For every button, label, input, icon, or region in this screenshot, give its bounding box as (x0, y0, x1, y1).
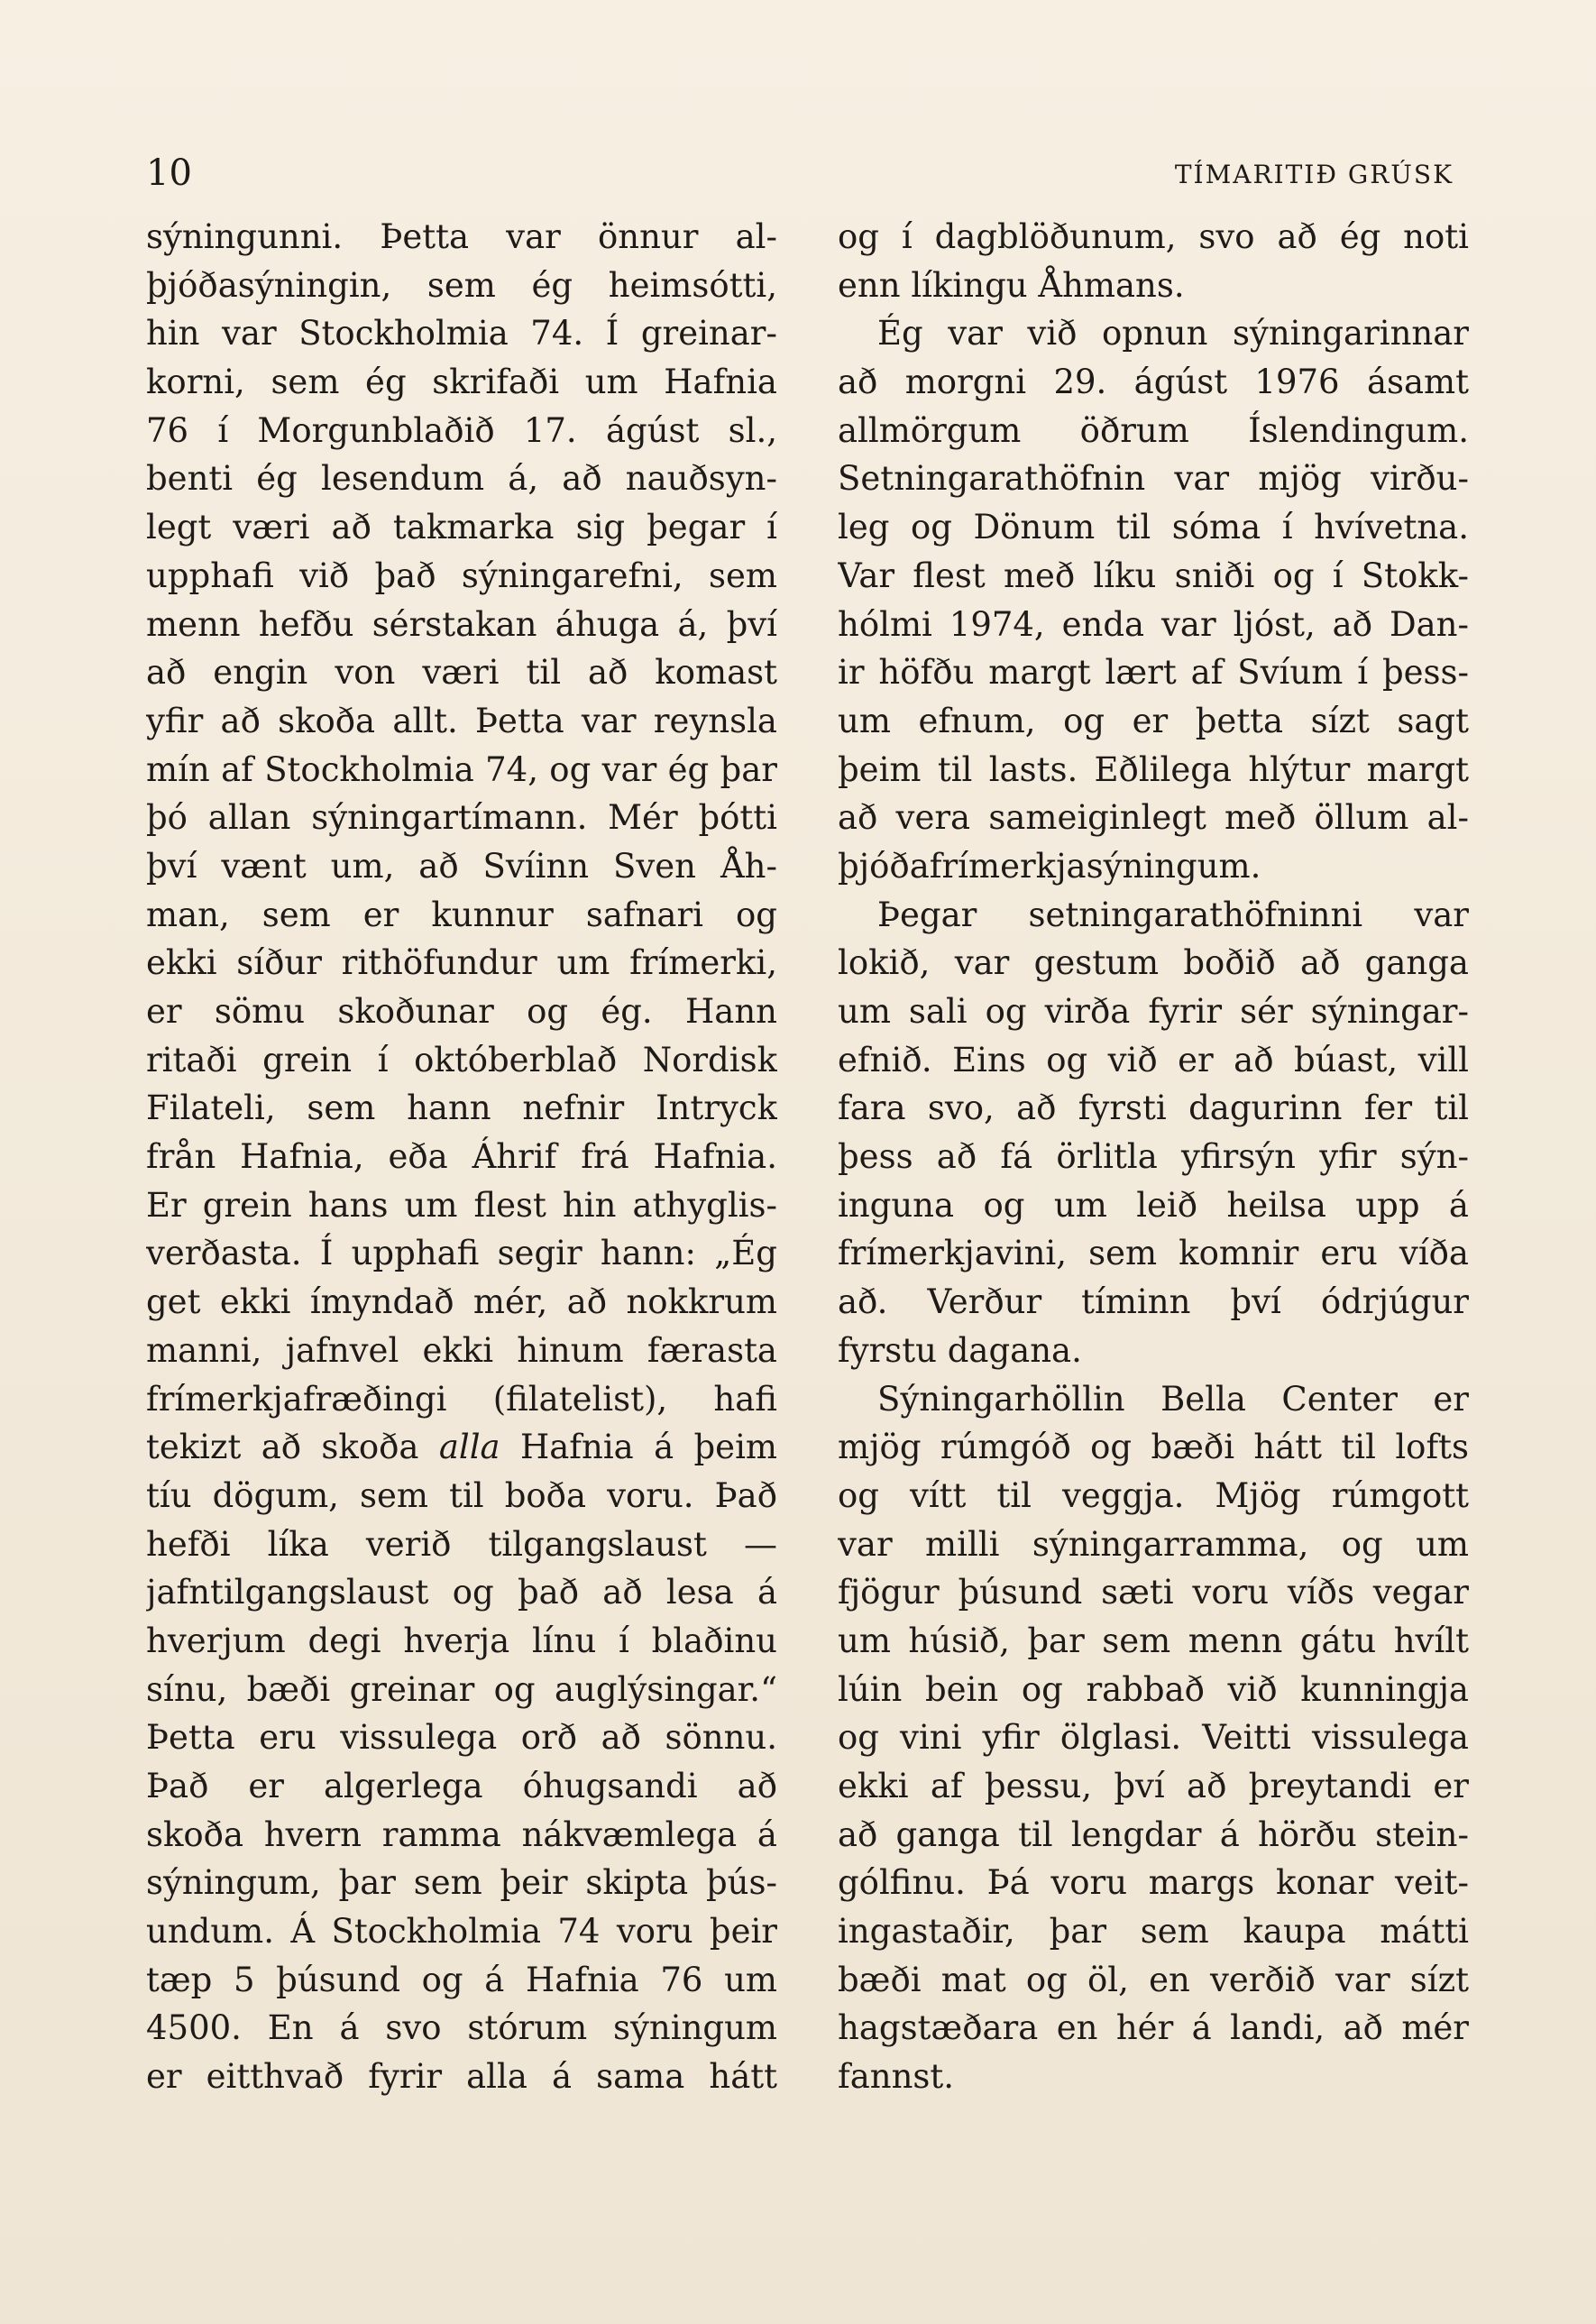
text-line: mín af Stockholmia 74, og var ég þar (146, 749, 777, 789)
text-line: Er grein hans um flest hin athyglis- (146, 1185, 777, 1225)
text-line: hagstæðara en hér á landi, að mér (838, 2008, 1469, 2048)
text-line: var milli sýningarramma, og um (838, 1524, 1469, 1564)
text-line: að ganga til lengdar á hörðu stein- (838, 1814, 1469, 1854)
text-line: Filateli, sem hann nefnir Intryck (146, 1089, 777, 1128)
text-line: þjóðafrímerkjasýningum. (838, 846, 1261, 886)
text-line: verðasta. Í upphafi segir hann: „Ég (146, 1234, 777, 1273)
text-line: hin var Stockholmia 74. Í greinar- (146, 314, 777, 354)
text-line: um efnum, og er þetta sízt sagt (838, 701, 1469, 740)
text-line: Setningarathöfnin var mjög virðu- (838, 459, 1469, 499)
paragraph-start: Sýningarhöllin Bella Center er (877, 1379, 1469, 1419)
right-column (838, 213, 1469, 2101)
text-fragment: tekizt að skoða (146, 1428, 439, 1467)
running-head (146, 152, 1454, 195)
text-line: ingastaðir, þar sem kaupa mátti (838, 1912, 1469, 1952)
text-line: þeim til lasts. Eðlilega hlýtur margt (838, 749, 1469, 789)
text-line: 4500. En á svo stórum sýningum (146, 2008, 777, 2048)
text-line: skoða hvern ramma nákvæmlega á (146, 1814, 777, 1854)
text-line: hólmi 1974, enda var ljóst, að Dan- (838, 604, 1469, 644)
text-line: lúin bein og rabbað við kunningja (838, 1669, 1469, 1709)
text-line: því vænt um, að Svíinn Sven Åh- (146, 846, 777, 886)
text-line: lokið, var gestum boðið að ganga (838, 943, 1469, 983)
text-line: tíu dögum, sem til boða voru. Það (146, 1475, 777, 1515)
text-columns (146, 213, 1469, 2161)
text-line: Það er algerlega óhugsandi að (146, 1767, 777, 1805)
text-line: fyrstu dagana. (838, 1330, 1082, 1370)
text-line: að morgni 29. ágúst 1976 ásamt (838, 363, 1469, 402)
text-line: að engin von væri til að komast (146, 653, 777, 693)
text-line: manni, jafnvel ekki hinum færasta (146, 1330, 777, 1370)
text-line: efnið. Eins og við er að búast, vill (838, 1040, 1469, 1079)
text-line: ekki af þessu, því að þreytandi er (838, 1767, 1469, 1805)
text-line: og vítt til veggja. Mjög rúmgott (838, 1475, 1469, 1515)
text-line: enn líkingu Åhmans. (838, 265, 1185, 305)
text-line: yfir að skoða allt. Þetta var reynsla (146, 701, 777, 740)
text-line: er sömu skoðunar og ég. Hann (146, 992, 777, 1031)
text-line: hverjum degi hverja línu í blaðinu (146, 1621, 777, 1660)
journal-title: TÍMARITIÐ GRÚSK (1174, 160, 1454, 189)
text-line: fara svo, að fyrsti dagurinn fer til (838, 1089, 1469, 1128)
text-line: fjögur þúsund sæti voru víðs vegar (838, 1573, 1469, 1612)
text-line: legt væri að takmarka sig þegar í (146, 508, 777, 547)
text-line: að. Verður tíminn því ódrjúgur (838, 1282, 1469, 1322)
text-line: fannst. (838, 2057, 955, 2097)
text-line: menn hefðu sérstakan áhuga á, því (146, 604, 777, 644)
text-line: 76 í Morgunblaðið 17. ágúst sl., (146, 410, 777, 450)
text-line: og í dagblöðunum, svo að ég noti (838, 217, 1469, 256)
paragraph-start: Ég var við opnun sýningarinnar (877, 314, 1469, 354)
text-line: upphafi við það sýningarefni, sem (146, 556, 777, 595)
italic-word: alla (438, 1428, 500, 1467)
text-line: allmörgum öðrum Íslendingum. (838, 410, 1469, 450)
text-line: tæp 5 þúsund og á Hafnia 76 um (146, 1960, 777, 1999)
text-line: leg og Dönum til sóma í hvívetna. (838, 508, 1469, 547)
text-line: Var flest með líku sniði og í Stokk- (838, 556, 1469, 595)
text-line: um sali og virða fyrir sér sýningar- (838, 992, 1469, 1031)
text-line: bæði mat og öl, en verðið var sízt (838, 1960, 1469, 1999)
text-line: get ekki ímyndað mér, að nokkrum (146, 1282, 777, 1322)
text-line: þess að fá örlitla yfirsýn yfir sýn- (838, 1137, 1469, 1177)
text-line: mjög rúmgóð og bæði hátt til lofts (838, 1428, 1469, 1467)
text-line: korni, sem ég skrifaði um Hafnia (146, 363, 777, 402)
text-line: frímerkjavini, sem komnir eru víða (838, 1234, 1469, 1273)
text-line: sínu, bæði greinar og auglýsingar.“ (146, 1669, 777, 1709)
text-line: gólfinu. Þá voru margs konar veit- (838, 1863, 1469, 1903)
text-line: um húsið, þar sem menn gátu hvílt (838, 1621, 1469, 1660)
text-line: ir höfðu margt lært af Svíum í þess- (838, 653, 1469, 693)
text-line: jafntilgangslaust og það að lesa á (146, 1573, 777, 1612)
text-line: Þetta eru vissulega orð að sönnu. (146, 1718, 777, 1758)
text-line: inguna og um leið heilsa upp á (838, 1185, 1469, 1225)
text-line: að vera sameiginlegt með öllum al- (838, 798, 1469, 838)
text-line: hefði líka verið tilgangslaust — (146, 1524, 777, 1564)
text-line: sýningum, þar sem þeir skipta þús- (146, 1863, 777, 1903)
text-line-with-italic (146, 1423, 777, 1472)
text-line: från Hafnia, eða Áhrif frá Hafnia. (146, 1137, 777, 1177)
text-fragment: Hafnia á þeim (500, 1428, 777, 1467)
text-line: frímerkjafræðingi (filatelist), hafi (146, 1379, 777, 1419)
text-line: ekki síður rithöfundur um frímerki, (146, 943, 777, 983)
text-line: benti ég lesendum á, að nauðsyn- (146, 459, 777, 499)
text-line: man, sem er kunnur safnari og (146, 895, 777, 934)
text-line: þjóðasýningin, sem ég heimsótti, (146, 265, 777, 305)
paragraph-start: Þegar setningarathöfninni var (877, 895, 1469, 934)
text-line: þó allan sýningartímann. Mér þótti (146, 798, 777, 838)
text-line: undum. Á Stockholmia 74 voru þeir (146, 1912, 777, 1952)
text-line: og vini yfir ölglasi. Veitti vissulega (838, 1718, 1469, 1758)
text-line: ritaði grein í októberblað Nordisk (146, 1040, 777, 1079)
text-line: sýningunni. Þetta var önnur al- (146, 217, 777, 256)
page-number: 10 (146, 152, 192, 194)
left-column (146, 213, 777, 2101)
text-line: er eitthvað fyrir alla á sama hátt (146, 2057, 777, 2097)
